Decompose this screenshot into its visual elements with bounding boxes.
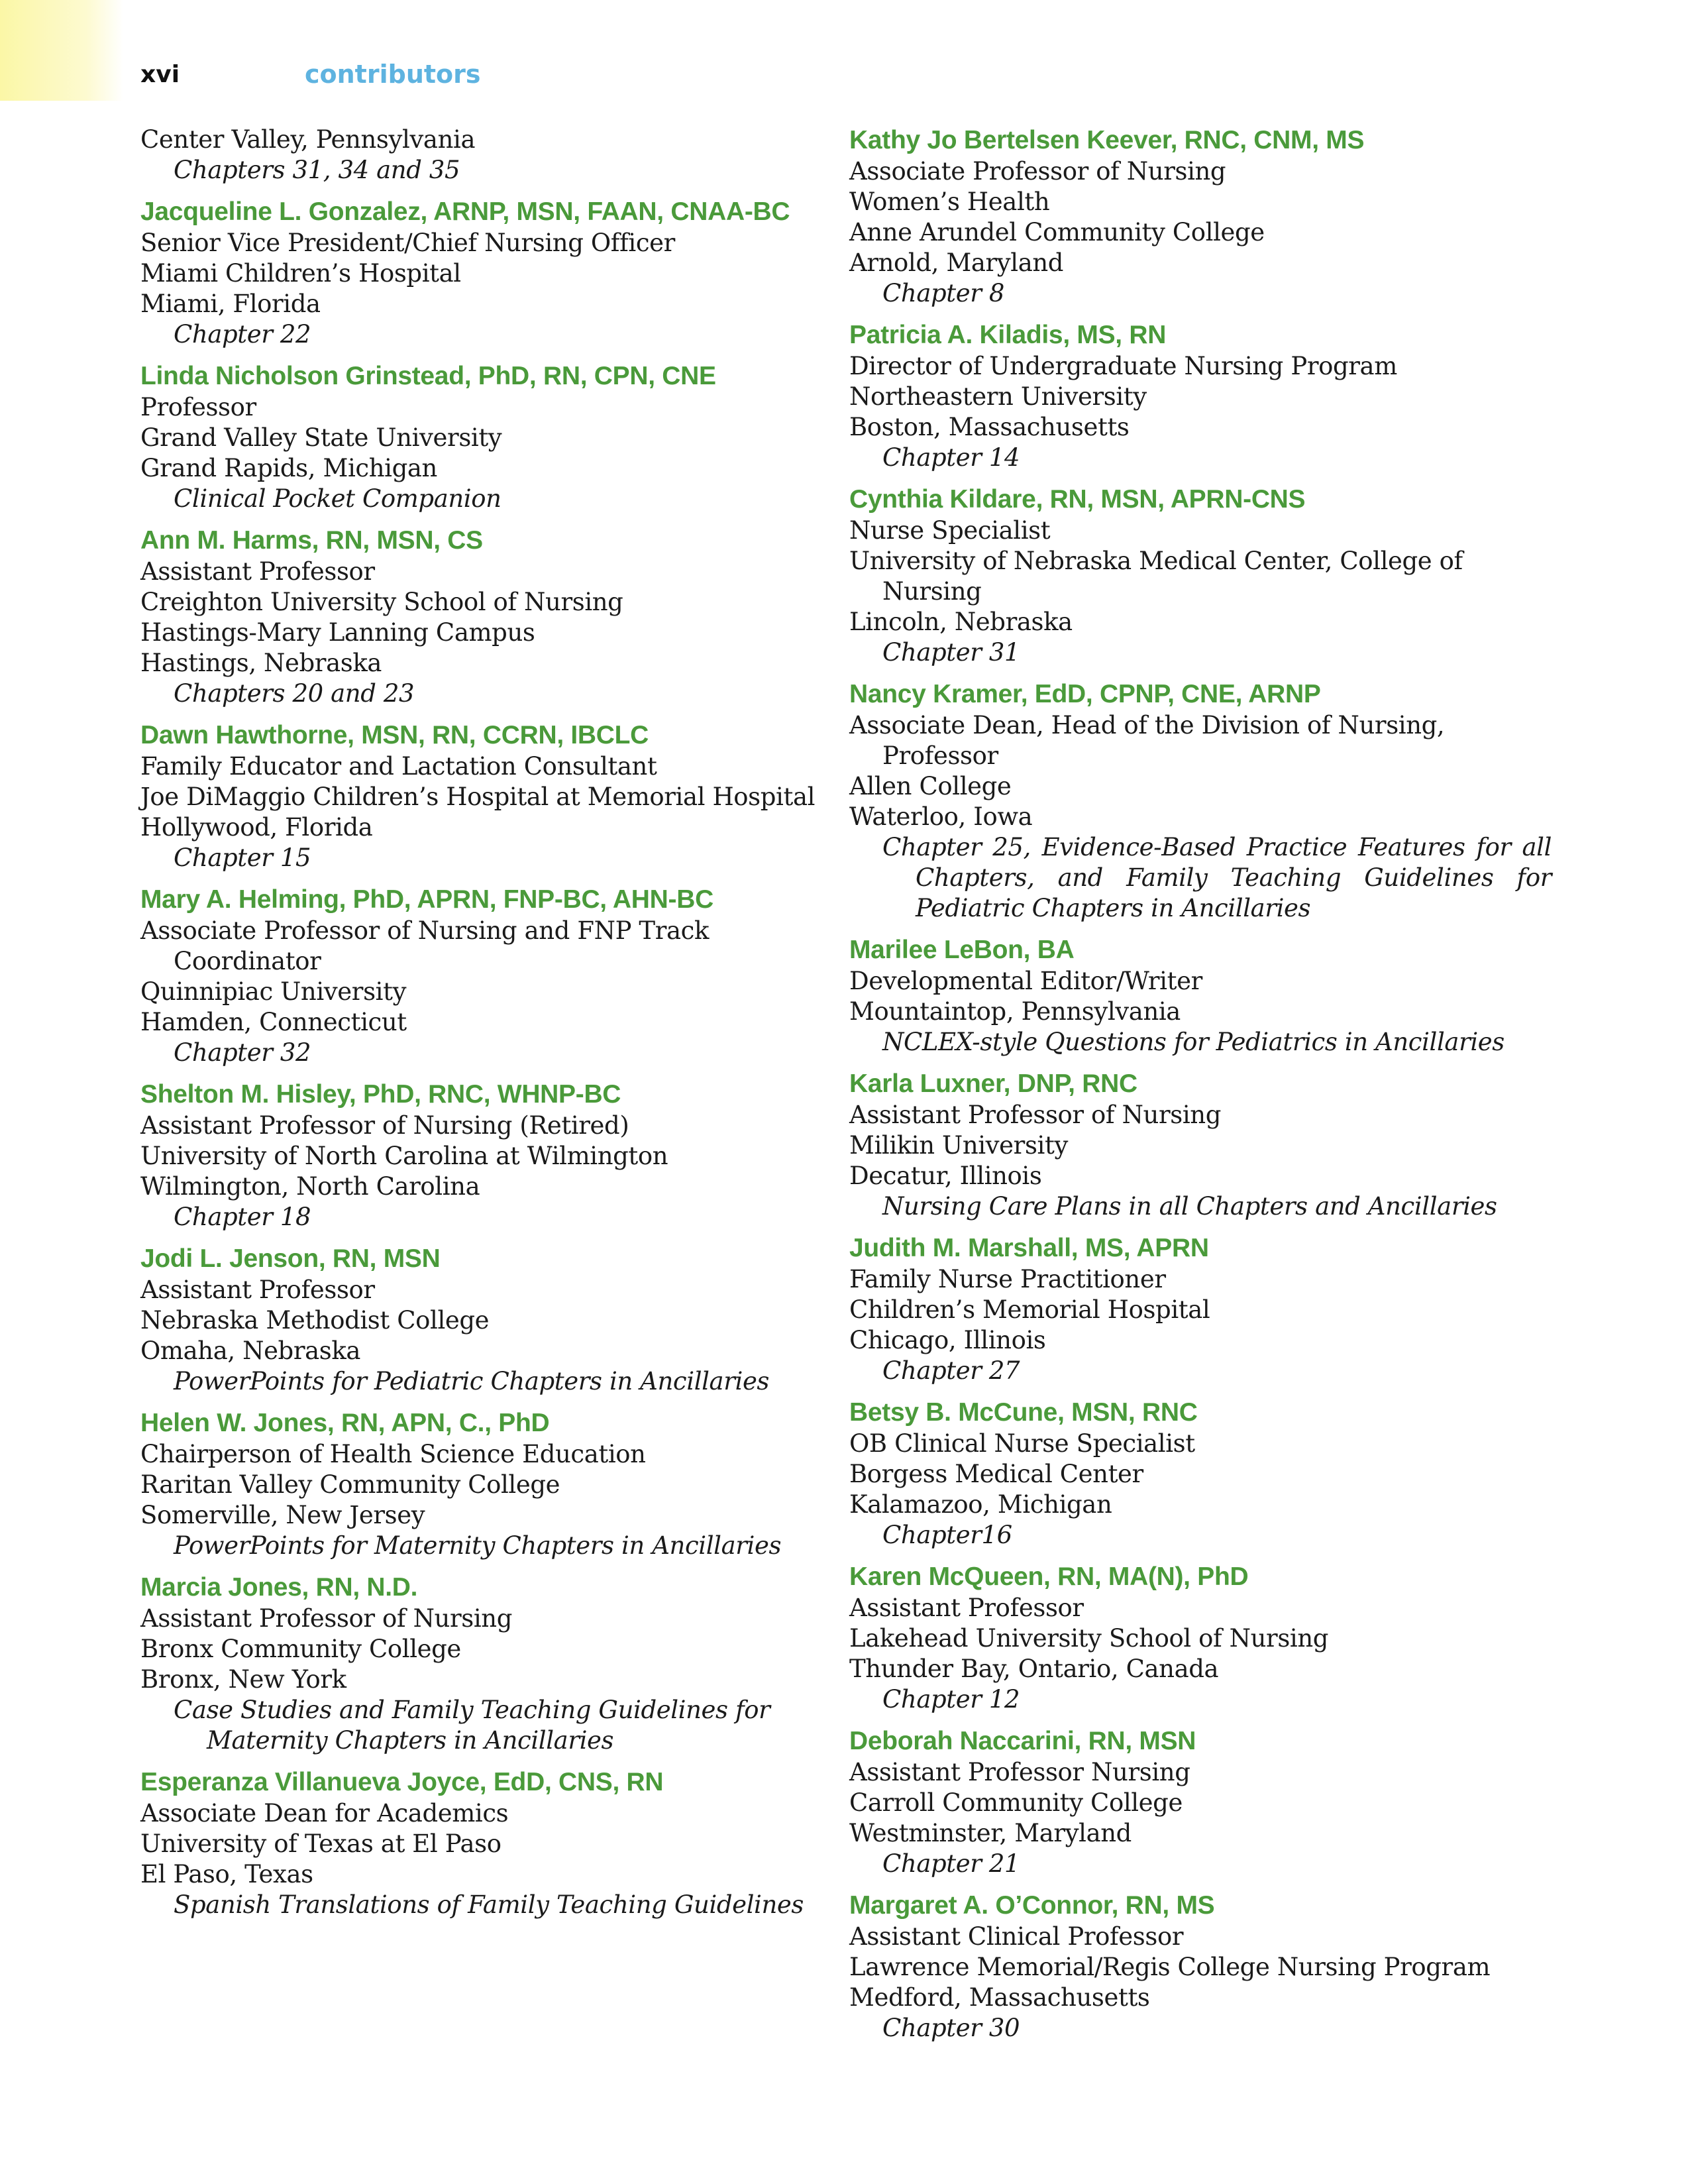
contributor-entry <box>140 360 863 514</box>
contributor-affiliation-line: Assistant Professor Nursing <box>849 1758 1190 1786</box>
contributor-entry <box>140 1079 863 1232</box>
contributor-affiliation-line: Women’s Health <box>849 188 1050 216</box>
contributor-affiliation-line: Joe DiMaggio Children’s Hospital at Memorial Hospital <box>140 783 816 811</box>
contributor-affiliation-line: University of Nebraska Medical Center, College of Nursing <box>849 547 1463 606</box>
contributor-contribution: Case Studies and Family Teaching Guidelines for Maternity Chapters in Ancillaries <box>174 1696 770 1755</box>
contributor-affiliation-line: Hollywood, Florida <box>140 813 373 842</box>
contributor-affiliation-line: Assistant Professor of Nursing <box>140 1604 513 1633</box>
contributor-affiliation-line: Associate Dean for Academics <box>140 1799 509 1828</box>
corner-tint <box>0 0 123 101</box>
contributor-affiliation-line: University of North Carolina at Wilmington <box>140 1142 668 1170</box>
contributor-name: Judith M. Marshall, MS, APRN <box>849 1234 1209 1262</box>
contributor-contribution: NCLEX-style Questions for Pediatrics in Ancillaries <box>882 1028 1504 1056</box>
left-column <box>140 125 863 1931</box>
contributor-name: Karla Luxner, DNP, RNC <box>849 1069 1137 1098</box>
contributor-affiliation-line: Medford, Massachusetts <box>849 1983 1150 2012</box>
contributor-affiliation-line: Nebraska Methodist College <box>140 1306 490 1335</box>
contributor-affiliation-line: Anne Arundel Community College <box>849 218 1265 246</box>
contributor-affiliation-line: Chicago, Illinois <box>849 1326 1046 1354</box>
contributor-affiliation-line: University of Texas at El Paso <box>140 1829 501 1858</box>
contributor-affiliation-line: Developmental Editor/Writer <box>849 967 1202 995</box>
contributor-affiliation-line: Allen College <box>849 772 1012 800</box>
contributor-name: Helen W. Jones, RN, APN, C., PhD <box>140 1409 550 1437</box>
contributor-entry <box>140 1767 863 1920</box>
contributor-name: Jodi L. Jenson, RN, MSN <box>140 1244 441 1273</box>
contributor-entry <box>849 484 1552 668</box>
contributor-affiliation-line: Hamden, Connecticut <box>140 1008 407 1036</box>
contributor-affiliation-line: Grand Rapids, Michigan <box>140 454 437 482</box>
contributor-affiliation-line: Raritan Valley Community College <box>140 1470 560 1499</box>
contributor-name: Dawn Hawthorne, MSN, RN, CCRN, IBCLC <box>140 721 649 749</box>
contributor-affiliation-line: Wilmington, North Carolina <box>140 1172 480 1201</box>
contributor-affiliation-line: Assistant Professor <box>140 557 375 586</box>
contributor-entry <box>140 720 863 873</box>
contributor-entry <box>849 1725 1552 1879</box>
contributor-entry <box>140 1243 863 1397</box>
contributor-contribution: Chapter 12 <box>882 1685 1020 1714</box>
contributor-contribution: Spanish Translations of Family Teaching Guidelines <box>174 1890 804 1919</box>
contributor-affiliation-line: Associate Professor of Nursing <box>849 157 1226 186</box>
page-number: xvi <box>140 61 180 88</box>
contributor-contribution: Clinical Pocket Companion <box>174 484 501 513</box>
contributor-name: Marilee LeBon, BA <box>849 936 1075 964</box>
contributor-name: Ann M. Harms, RN, MSN, CS <box>140 526 483 555</box>
contributor-contribution: Chapter 14 <box>882 443 1020 472</box>
contributor-affiliation-line: Creighton University School of Nursing <box>140 588 623 616</box>
contributor-entry <box>849 1561 1552 1715</box>
contributor-contribution: Chapter 18 <box>174 1203 311 1231</box>
contributor-affiliation-line: Miami, Florida <box>140 290 321 318</box>
contributor-affiliation-line: Lakehead University School of Nursing <box>849 1624 1329 1653</box>
contributor-affiliation-line: Quinnipiac University <box>140 977 407 1006</box>
contributor-entry <box>140 525 863 709</box>
contributor-contribution: Chapter 25, Evidence-Based Practice Features for all Chapters, and Family Teaching Guidelines for Pediatric Chapters in Ancillaries <box>882 833 1552 922</box>
contributor-contribution: PowerPoints for Pediatric Chapters in Ancillaries <box>174 1367 770 1395</box>
contributor-contribution: Chapter 27 <box>882 1356 1020 1385</box>
contributor-entry <box>849 1232 1552 1386</box>
contributor-name: Marcia Jones, RN, N.D. <box>140 1573 418 1602</box>
contributor-entry <box>849 679 1552 924</box>
contributor-affiliation-line: Borgess Medical Center <box>849 1460 1143 1488</box>
contributor-entry <box>849 1890 1552 2044</box>
contributor-affiliation-line: Arnold, Maryland <box>849 248 1064 277</box>
contributor-name: Shelton M. Hisley, PhD, RNC, WHNP-BC <box>140 1080 621 1109</box>
contributor-contribution: Chapters 20 and 23 <box>174 679 415 708</box>
contributor-affiliation-line: Assistant Professor of Nursing <box>849 1101 1222 1129</box>
contributor-affiliation-line: Senior Vice President/Chief Nursing Officer <box>140 229 675 257</box>
running-head: contributors <box>305 60 481 89</box>
contributor-affiliation-line: Milikin University <box>849 1131 1068 1160</box>
contributor-affiliation-line: Hastings-Mary Lanning Campus <box>140 618 535 647</box>
contributor-name: Nancy Kramer, EdD, CPNP, CNE, ARNP <box>849 680 1321 708</box>
contributor-contribution: PowerPoints for Maternity Chapters in Ancillaries <box>174 1531 782 1560</box>
contributor-entry <box>140 125 863 186</box>
contributor-affiliation-line: Director of Undergraduate Nursing Program <box>849 352 1397 380</box>
contributor-affiliation-line: Omaha, Nebraska <box>140 1337 361 1365</box>
contributor-contribution: Chapter 8 <box>882 279 1005 307</box>
contributor-affiliation-line: Children’s Memorial Hospital <box>849 1295 1210 1324</box>
contributor-contribution: Chapter 15 <box>174 844 311 872</box>
right-column <box>849 125 1552 2054</box>
contributor-name: Mary A. Helming, PhD, APRN, FNP-BC, AHN-BC <box>140 885 713 914</box>
contributor-entry <box>849 125 1552 309</box>
contributor-affiliation-line: Assistant Professor <box>140 1276 375 1304</box>
contributor-affiliation-line: Carroll Community College <box>849 1788 1183 1817</box>
contributor-affiliation-line: Waterloo, Iowa <box>849 802 1033 831</box>
contributor-affiliation-line: Grand Valley State University <box>140 423 502 452</box>
contributor-contribution: Chapters 31, 34 and 35 <box>174 156 460 184</box>
contributor-affiliation-line: Center Valley, Pennsylvania <box>140 125 476 154</box>
contributor-contribution: Chapter 30 <box>882 2014 1020 2042</box>
contributor-entry <box>140 1407 863 1561</box>
contributor-entry <box>849 319 1552 473</box>
contributor-contribution: Chapter16 <box>882 1521 1012 1549</box>
contributor-affiliation-line: El Paso, Texas <box>140 1860 313 1888</box>
contributor-entry <box>140 196 863 350</box>
contributor-affiliation-line: Boston, Massachusetts <box>849 413 1130 441</box>
contributor-name: Esperanza Villanueva Joyce, EdD, CNS, RN <box>140 1768 664 1796</box>
contributor-affiliation-line: Lincoln, Nebraska <box>849 608 1073 636</box>
contributor-affiliation-line: Hastings, Nebraska <box>140 649 382 677</box>
contributor-contribution: Chapter 22 <box>174 320 311 349</box>
contributor-affiliation-line: Westminster, Maryland <box>849 1819 1132 1847</box>
contributor-affiliation-line: Bronx Community College <box>140 1635 461 1663</box>
contributor-affiliation-line: Northeastern University <box>849 382 1147 411</box>
contributor-contribution: Chapter 32 <box>174 1038 311 1067</box>
contributor-entry <box>849 934 1552 1058</box>
contributor-affiliation-line: Nurse Specialist <box>849 516 1051 545</box>
contributor-affiliation-line: Family Nurse Practitioner <box>849 1265 1166 1293</box>
contributor-affiliation-line: Assistant Professor of Nursing (Retired) <box>140 1111 629 1140</box>
contributor-affiliation-line: Professor <box>140 393 256 421</box>
contributor-affiliation-line: Thunder Bay, Ontario, Canada <box>849 1655 1219 1683</box>
contributor-affiliation-line: Associate Professor of Nursing and FNP Track Coordinator <box>140 916 709 975</box>
contributor-affiliation-line: Somerville, New Jersey <box>140 1501 425 1529</box>
contributor-affiliation-line: Lawrence Memorial/Regis College Nursing Program <box>849 1953 1491 1981</box>
contributor-affiliation-line: Decatur, Illinois <box>849 1162 1042 1190</box>
contributor-contribution: Chapter 31 <box>882 638 1020 667</box>
contributor-entry <box>140 1572 863 1756</box>
contributor-affiliation-line: Associate Dean, Head of the Division of Nursing, Professor <box>849 711 1445 770</box>
contributor-affiliation-line: Miami Children’s Hospital <box>140 259 461 288</box>
contributor-affiliation-line: Kalamazoo, Michigan <box>849 1490 1112 1519</box>
contributor-name: Deborah Naccarini, RN, MSN <box>849 1727 1196 1755</box>
contributor-affiliation-line: Family Educator and Lactation Consultant <box>140 752 657 781</box>
contributor-contribution: Nursing Care Plans in all Chapters and Ancillaries <box>882 1192 1497 1221</box>
contributor-name: Karen McQueen, RN, MA(N), PhD <box>849 1562 1249 1591</box>
contributor-entry <box>849 1397 1552 1551</box>
contributor-entry <box>140 884 863 1068</box>
contributor-name: Margaret A. O’Connor, RN, MS <box>849 1891 1215 1920</box>
contributor-name: Betsy B. McCune, MSN, RNC <box>849 1398 1198 1427</box>
contributor-name: Jacqueline L. Gonzalez, ARNP, MSN, FAAN, CNAA-BC <box>140 197 790 226</box>
contributor-affiliation-line: Assistant Professor <box>849 1594 1084 1622</box>
contributor-affiliation-line: Mountaintop, Pennsylvania <box>849 997 1181 1026</box>
contributor-name: Patricia A. Kiladis, MS, RN <box>849 321 1167 349</box>
contributor-affiliation-line: Bronx, New York <box>140 1665 346 1694</box>
contributor-affiliation-line: Chairperson of Health Science Education <box>140 1440 646 1468</box>
contributor-affiliation-line: Assistant Clinical Professor <box>849 1922 1184 1951</box>
contributor-contribution: Chapter 21 <box>882 1849 1020 1878</box>
contributor-entry <box>849 1068 1552 1222</box>
contributor-name: Linda Nicholson Grinstead, PhD, RN, CPN, CNE <box>140 362 716 390</box>
contributor-name: Kathy Jo Bertelsen Keever, RNC, CNM, MS <box>849 126 1365 154</box>
contributor-name: Cynthia Kildare, RN, MSN, APRN-CNS <box>849 485 1306 514</box>
contributor-affiliation-line: OB Clinical Nurse Specialist <box>849 1429 1195 1458</box>
